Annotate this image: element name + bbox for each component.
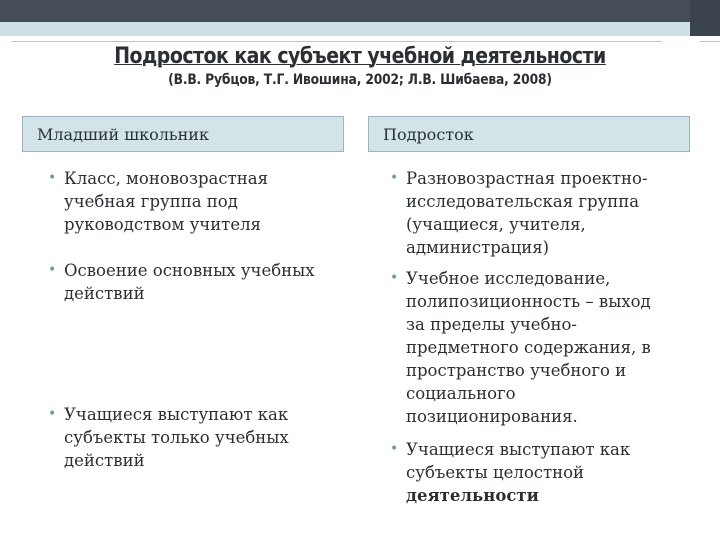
right-bullet-text: Учащиеся выступают как субъекты целостной	[406, 440, 631, 482]
right-bullet-item	[390, 167, 706, 259]
slide-title: Подросток как субъект учебной деятельности	[114, 44, 606, 69]
right-column-header-label: Подросток	[383, 124, 474, 144]
left-column-header	[22, 116, 344, 152]
bullet-icon: •	[390, 270, 399, 286]
top-decoration-corner	[690, 0, 720, 36]
left-column-header-label: Младший школьник	[37, 124, 209, 144]
left-bullet-text: Освоение основных учебных действий	[64, 261, 315, 303]
right-bullet-text: Учебное исследование, полипозиционность – выход за пределы учебно- предметного содержания, в пространство учебного и социального позиционирования.	[406, 269, 651, 426]
top-decoration-band	[0, 22, 720, 36]
title-rule-right	[700, 41, 720, 42]
title-rule	[12, 41, 662, 42]
right-bullet-text: Разновозрастная проектно- исследовательская группа (учащиеся, учителя, администрация)	[406, 169, 648, 257]
bullet-icon: •	[390, 441, 399, 457]
left-bullet-text: Учащиеся выступают как субъекты только учебных действий	[64, 405, 289, 470]
bullet-icon: •	[48, 170, 57, 186]
right-column-header	[368, 116, 690, 152]
left-bullet-item	[48, 259, 344, 305]
bullet-icon: •	[48, 262, 57, 278]
top-decoration-bar	[0, 0, 720, 22]
slide-subtitle: (В.В. Рубцов, Т.Г. Ивошина, 2002; Л.В. Шибаева, 2008)	[168, 72, 552, 88]
bullet-icon: •	[390, 170, 399, 186]
left-bullet-item	[48, 167, 344, 236]
right-bullet-bold-word: деятельности	[406, 486, 539, 505]
right-bullet-item	[390, 438, 706, 507]
right-bullet-item	[390, 267, 706, 428]
bullet-icon: •	[48, 406, 57, 422]
left-bullet-item	[48, 403, 344, 472]
left-bullet-text: Класс, моновозрастная учебная группа под руководством учителя	[64, 169, 268, 234]
